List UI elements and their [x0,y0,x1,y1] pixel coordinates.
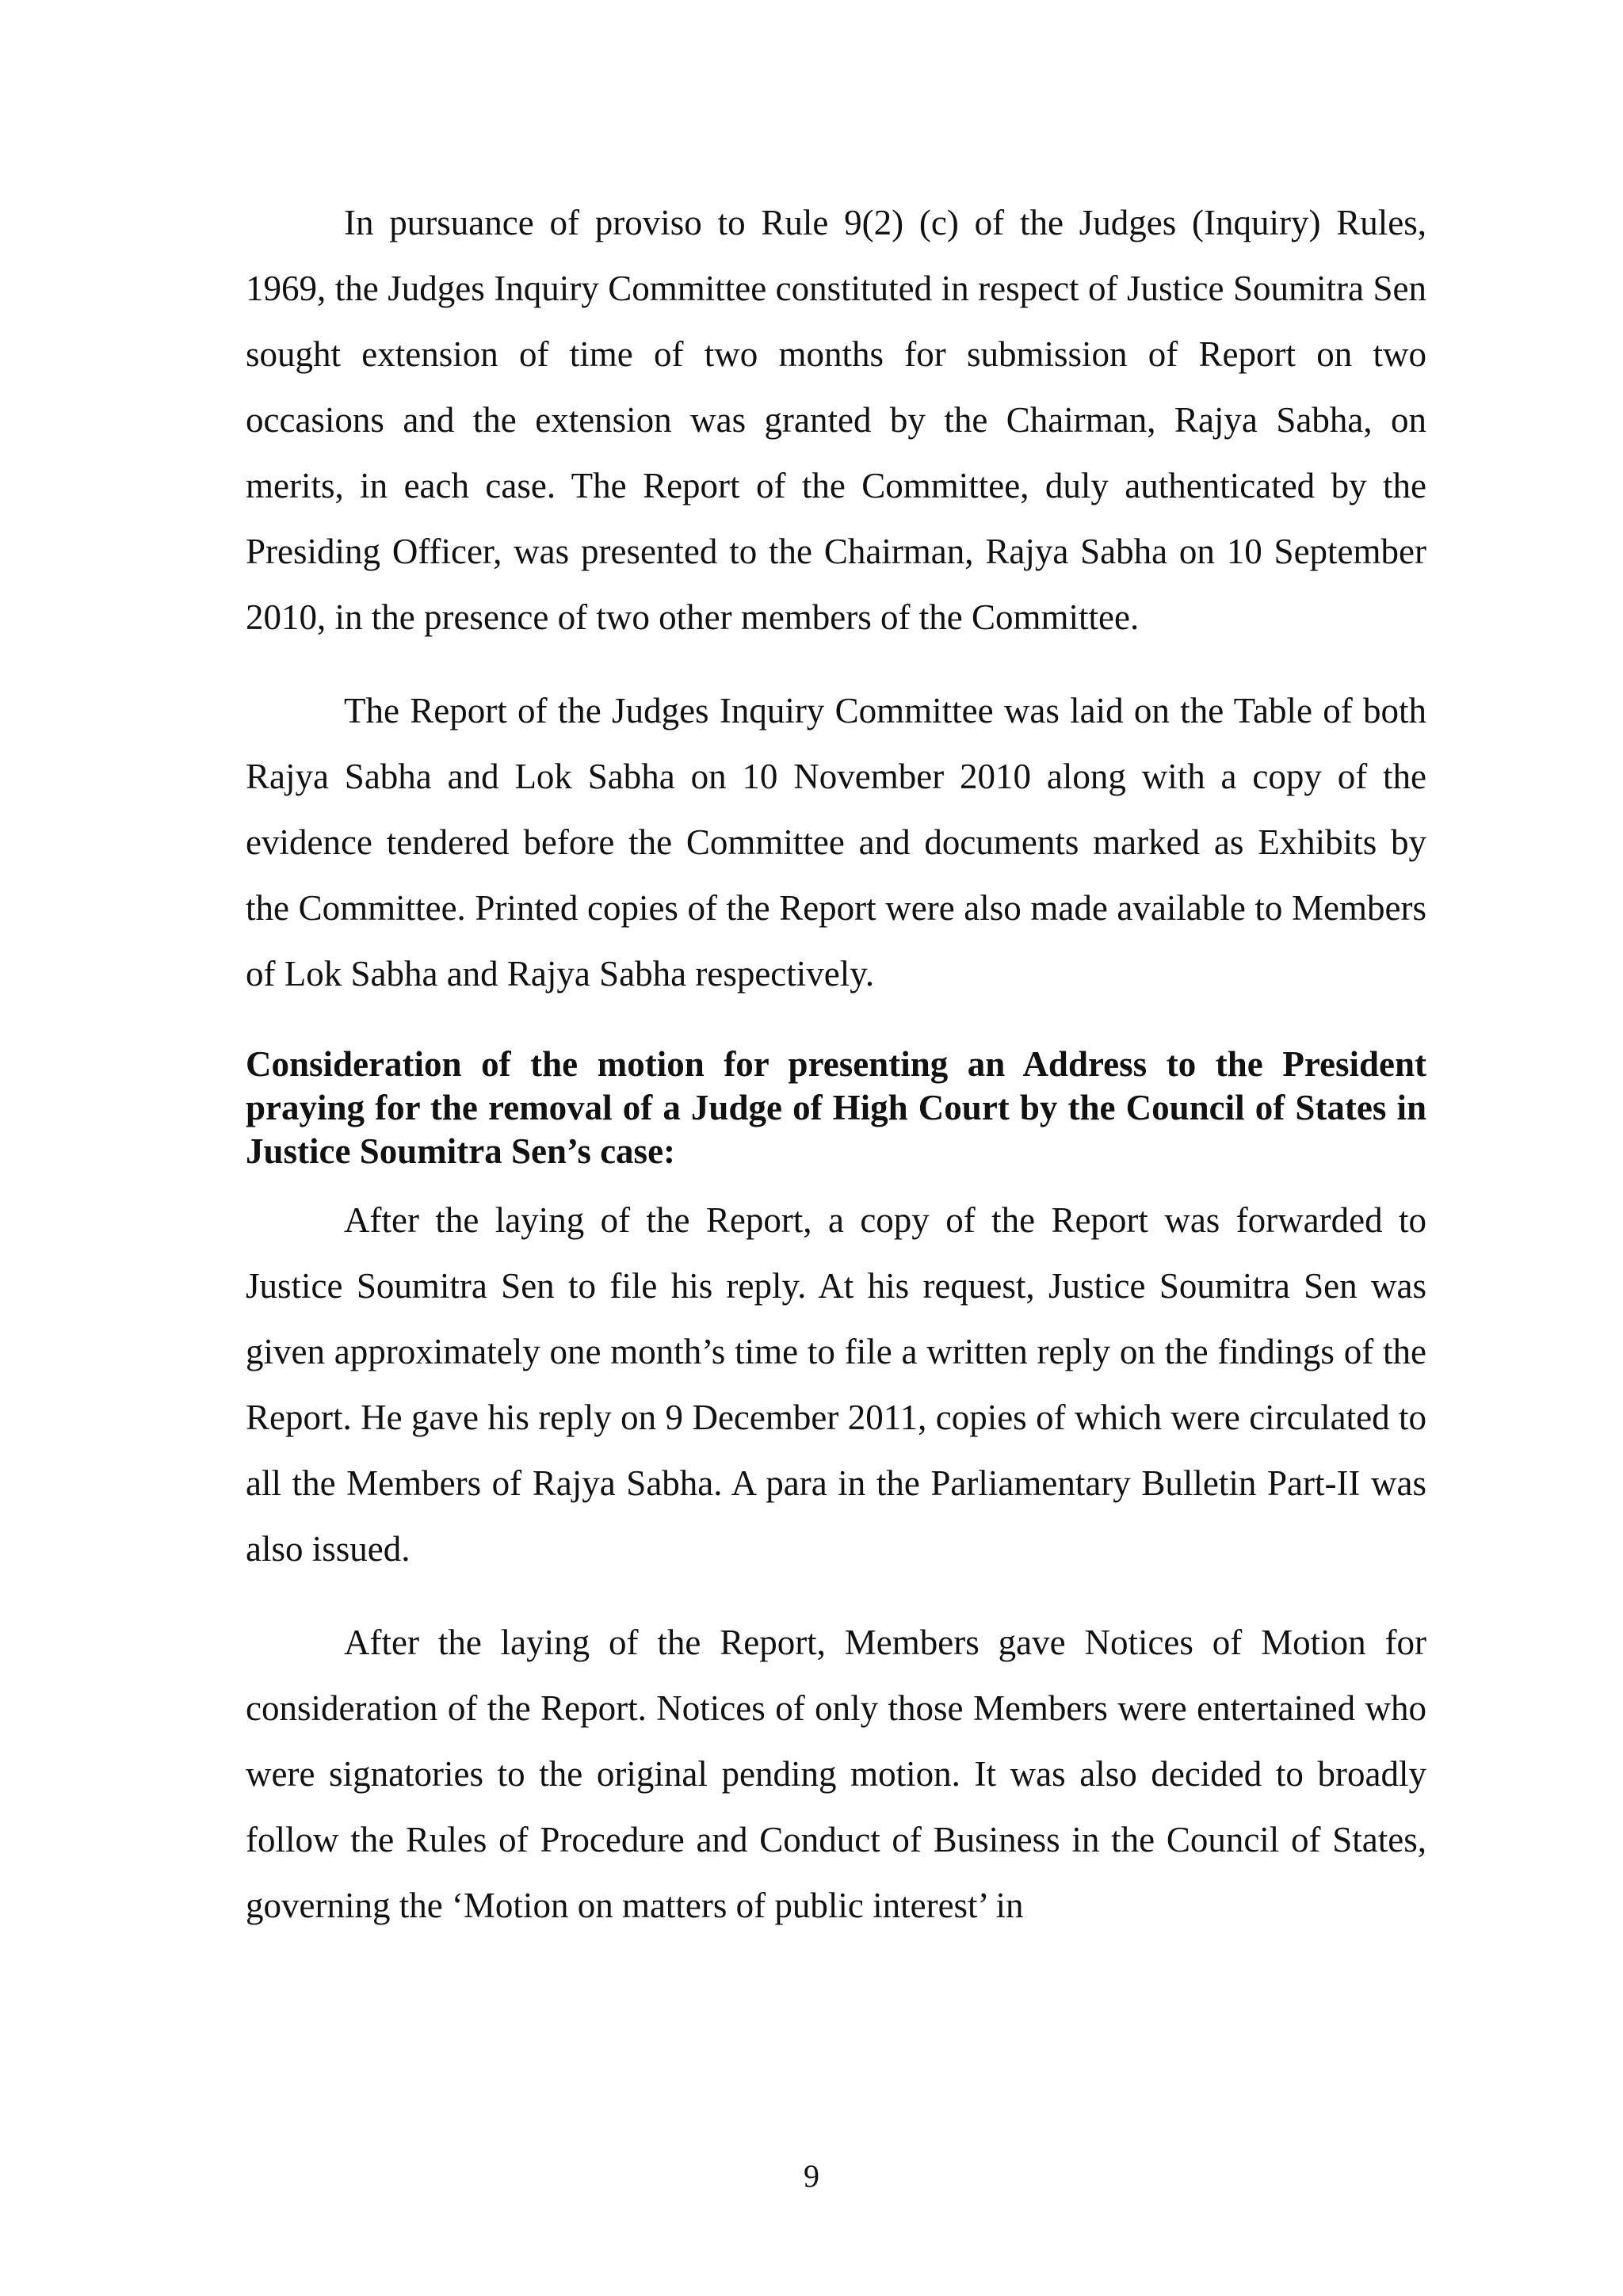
paragraph-notices-of-motion: After the laying of the Report, Members gave Notices of Motion for consideration of the Report. Notices of only those Members were entertained who were signatories to the original pending motion. It was also decided to broadly follow the Rules of Procedure and Conduct of Business in the Council of States, governing the ‘Motion on matters of public interest’ in [246,1623,1426,1925]
paragraph-reply-filed: After the laying of the Report, a copy of the Report was forwarded to Justice Soumitra Sen to file his reply. At his request, Justice Soumitra Sen was given approximately one month’s time to file a written reply on the findings of the Report. He gave his reply on 9 December 2011, copies of which were circulated to all the Members of Rajya Sabha. A para in the Parliamentary Bulletin Part-II was also issued. [246,1200,1426,1569]
page-content [246,190,1426,1939]
page-number: 9 [804,2158,819,2194]
paragraph-report-laid: The Report of the Judges Inquiry Committee was laid on the Table of both Rajya Sabha and Lok Sabha on 10 November 2010 along with a copy of the evidence tendered before the Committee and documents marked as Exhibits by the Committee. Printed copies of the Report were also made available to Members of Lok Sabha and Rajya Sabha respectively. [246,691,1426,994]
section-heading: Consideration of the motion for presenting an Address to the President praying for the removal of a Judge of High Court by the Council of States in Justice Soumitra Sen’s case: [246,1044,1426,1171]
paragraph-committee-extension: In pursuance of proviso to Rule 9(2) (c) of the Judges (Inquiry) Rules, 1969, the Judges Inquiry Committee constituted in respect of Justice Soumitra Sen sought extension of time of two months for submission of Report on two occasions and the extension was granted by the Chairman, Rajya Sabha, on merits, in each case. The Report of the Committee, duly authenticated by the Presiding Officer, was presented to the Chairman, Rajya Sabha on 10 September 2010, in the presence of two other members of the Committee. [246,203,1426,637]
